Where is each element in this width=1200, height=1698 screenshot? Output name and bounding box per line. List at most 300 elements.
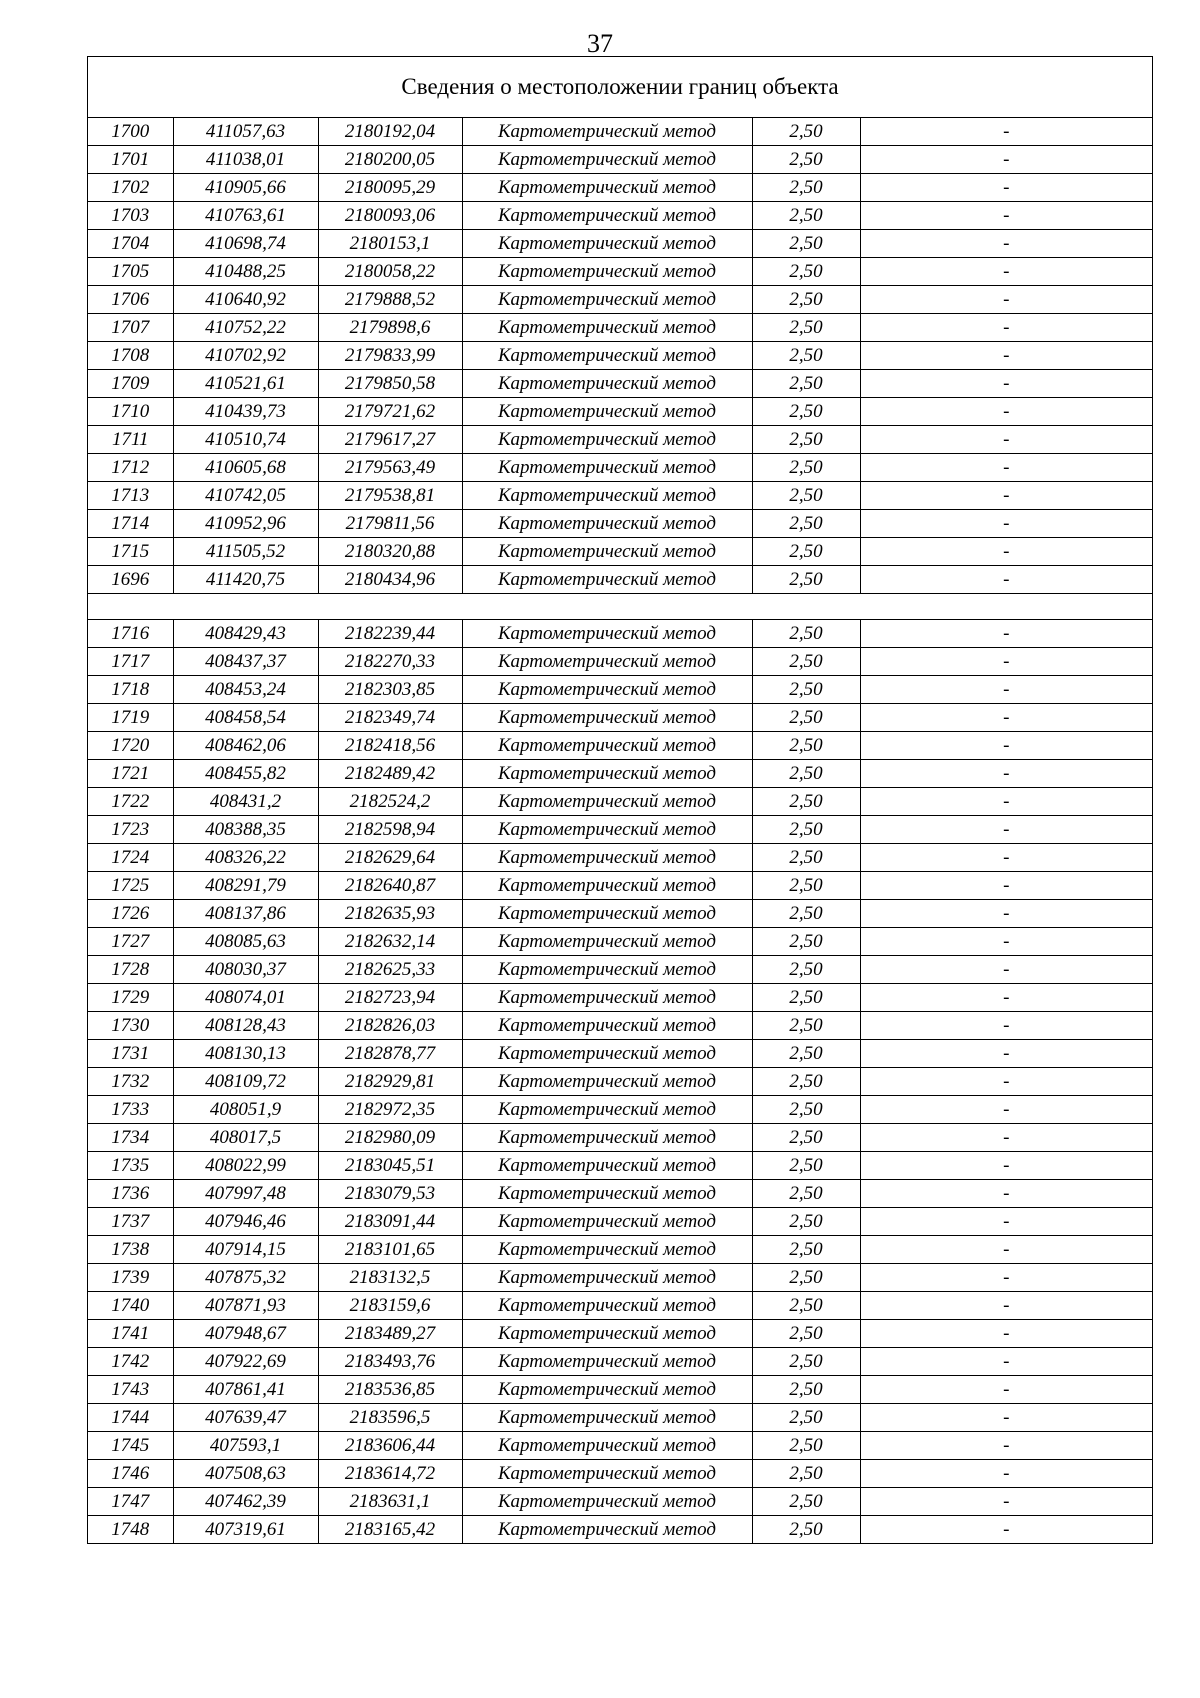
note-cell: - [860, 648, 1152, 676]
separator-cell [88, 594, 1152, 620]
y-coordinate-cell: 2183159,6 [318, 1292, 462, 1320]
coordinates-table-body [88, 118, 1152, 1543]
point-number-cell: 1720 [88, 732, 173, 760]
table-row [88, 1180, 1152, 1208]
point-number-cell: 1696 [88, 566, 173, 594]
table-row [88, 1432, 1152, 1460]
method-cell: Картометрический метод [462, 118, 752, 146]
table-row [88, 704, 1152, 732]
method-cell: Картометрический метод [462, 510, 752, 538]
note-cell: - [860, 760, 1152, 788]
note-cell: - [860, 1460, 1152, 1488]
y-coordinate-cell: 2179833,99 [318, 342, 462, 370]
point-number-cell: 1714 [88, 510, 173, 538]
point-number-cell: 1715 [88, 538, 173, 566]
table-row [88, 1292, 1152, 1320]
y-coordinate-cell: 2182270,33 [318, 648, 462, 676]
method-cell: Картометрический метод [462, 342, 752, 370]
point-number-cell: 1748 [88, 1516, 173, 1544]
table-title: Сведения о местоположении границ объекта [88, 57, 1152, 118]
y-coordinate-cell: 2183165,42 [318, 1516, 462, 1544]
accuracy-cell: 2,50 [752, 566, 860, 594]
point-number-cell: 1744 [88, 1404, 173, 1432]
y-coordinate-cell: 2182629,64 [318, 844, 462, 872]
note-cell: - [860, 1012, 1152, 1040]
section-separator-row [88, 594, 1152, 620]
table-row [88, 1320, 1152, 1348]
method-cell: Картометрический метод [462, 704, 752, 732]
y-coordinate-cell: 2180058,22 [318, 258, 462, 286]
x-coordinate-cell: 407319,61 [173, 1516, 318, 1544]
method-cell: Картометрический метод [462, 1068, 752, 1096]
note-cell: - [860, 1516, 1152, 1544]
point-number-cell: 1730 [88, 1012, 173, 1040]
x-coordinate-cell: 408458,54 [173, 704, 318, 732]
accuracy-cell: 2,50 [752, 788, 860, 816]
point-number-cell: 1725 [88, 872, 173, 900]
y-coordinate-cell: 2182878,77 [318, 1040, 462, 1068]
note-cell: - [860, 482, 1152, 510]
method-cell: Картометрический метод [462, 1180, 752, 1208]
table-row [88, 788, 1152, 816]
table-row [88, 1068, 1152, 1096]
page-number: 37 [587, 29, 613, 58]
note-cell: - [860, 620, 1152, 648]
x-coordinate-cell: 408137,86 [173, 900, 318, 928]
x-coordinate-cell: 407508,63 [173, 1460, 318, 1488]
x-coordinate-cell: 408291,79 [173, 872, 318, 900]
note-cell: - [860, 1292, 1152, 1320]
point-number-cell: 1723 [88, 816, 173, 844]
table-row [88, 566, 1152, 594]
note-cell: - [860, 566, 1152, 594]
note-cell: - [860, 202, 1152, 230]
method-cell: Картометрический метод [462, 1236, 752, 1264]
point-number-cell: 1738 [88, 1236, 173, 1264]
x-coordinate-cell: 410702,92 [173, 342, 318, 370]
accuracy-cell: 2,50 [752, 1180, 860, 1208]
y-coordinate-cell: 2183101,65 [318, 1236, 462, 1264]
x-coordinate-cell: 410752,22 [173, 314, 318, 342]
note-cell: - [860, 844, 1152, 872]
method-cell: Картометрический метод [462, 482, 752, 510]
x-coordinate-cell: 408462,06 [173, 732, 318, 760]
accuracy-cell: 2,50 [752, 426, 860, 454]
accuracy-cell: 2,50 [752, 704, 860, 732]
point-number-cell: 1739 [88, 1264, 173, 1292]
x-coordinate-cell: 410698,74 [173, 230, 318, 258]
table-row [88, 1404, 1152, 1432]
method-cell: Картометрический метод [462, 202, 752, 230]
method-cell: Картометрический метод [462, 258, 752, 286]
table-row [88, 1516, 1152, 1544]
accuracy-cell: 2,50 [752, 676, 860, 704]
x-coordinate-cell: 408326,22 [173, 844, 318, 872]
y-coordinate-cell: 2180192,04 [318, 118, 462, 146]
method-cell: Картометрический метод [462, 788, 752, 816]
y-coordinate-cell: 2180200,05 [318, 146, 462, 174]
y-coordinate-cell: 2183079,53 [318, 1180, 462, 1208]
accuracy-cell: 2,50 [752, 1376, 860, 1404]
method-cell: Картометрический метод [462, 956, 752, 984]
x-coordinate-cell: 408128,43 [173, 1012, 318, 1040]
note-cell: - [860, 1124, 1152, 1152]
y-coordinate-cell: 2182349,74 [318, 704, 462, 732]
y-coordinate-cell: 2179898,6 [318, 314, 462, 342]
method-cell: Картометрический метод [462, 398, 752, 426]
table-row [88, 1264, 1152, 1292]
accuracy-cell: 2,50 [752, 872, 860, 900]
point-number-cell: 1746 [88, 1460, 173, 1488]
table-row [88, 956, 1152, 984]
x-coordinate-cell: 411505,52 [173, 538, 318, 566]
y-coordinate-cell: 2180434,96 [318, 566, 462, 594]
y-coordinate-cell: 2182929,81 [318, 1068, 462, 1096]
x-coordinate-cell: 407922,69 [173, 1348, 318, 1376]
point-number-cell: 1722 [88, 788, 173, 816]
method-cell: Картометрический метод [462, 1404, 752, 1432]
x-coordinate-cell: 408431,2 [173, 788, 318, 816]
note-cell: - [860, 1040, 1152, 1068]
x-coordinate-cell: 408388,35 [173, 816, 318, 844]
table-row [88, 844, 1152, 872]
accuracy-cell: 2,50 [752, 816, 860, 844]
accuracy-cell: 2,50 [752, 510, 860, 538]
method-cell: Картометрический метод [462, 1012, 752, 1040]
x-coordinate-cell: 410640,92 [173, 286, 318, 314]
table-row [88, 872, 1152, 900]
note-cell: - [860, 1236, 1152, 1264]
x-coordinate-cell: 407639,47 [173, 1404, 318, 1432]
method-cell: Картометрический метод [462, 1460, 752, 1488]
note-cell: - [860, 342, 1152, 370]
accuracy-cell: 2,50 [752, 1096, 860, 1124]
note-cell: - [860, 900, 1152, 928]
table-row [88, 286, 1152, 314]
note-cell: - [860, 454, 1152, 482]
table-row [88, 1040, 1152, 1068]
table-row [88, 1124, 1152, 1152]
x-coordinate-cell: 407871,93 [173, 1292, 318, 1320]
accuracy-cell: 2,50 [752, 760, 860, 788]
x-coordinate-cell: 408109,72 [173, 1068, 318, 1096]
point-number-cell: 1701 [88, 146, 173, 174]
method-cell: Картометрический метод [462, 872, 752, 900]
note-cell: - [860, 1348, 1152, 1376]
x-coordinate-cell: 407861,41 [173, 1376, 318, 1404]
method-cell: Картометрический метод [462, 1320, 752, 1348]
point-number-cell: 1734 [88, 1124, 173, 1152]
accuracy-cell: 2,50 [752, 1488, 860, 1516]
method-cell: Картометрический метод [462, 1516, 752, 1544]
coordinates-table [88, 118, 1152, 1543]
method-cell: Картометрический метод [462, 648, 752, 676]
method-cell: Картометрический метод [462, 676, 752, 704]
point-number-cell: 1736 [88, 1180, 173, 1208]
method-cell: Картометрический метод [462, 230, 752, 258]
point-number-cell: 1709 [88, 370, 173, 398]
accuracy-cell: 2,50 [752, 984, 860, 1012]
y-coordinate-cell: 2182723,94 [318, 984, 462, 1012]
point-number-cell: 1716 [88, 620, 173, 648]
accuracy-cell: 2,50 [752, 146, 860, 174]
x-coordinate-cell: 408453,24 [173, 676, 318, 704]
point-number-cell: 1710 [88, 398, 173, 426]
x-coordinate-cell: 408437,37 [173, 648, 318, 676]
point-number-cell: 1726 [88, 900, 173, 928]
table-row [88, 510, 1152, 538]
y-coordinate-cell: 2183536,85 [318, 1376, 462, 1404]
accuracy-cell: 2,50 [752, 1152, 860, 1180]
method-cell: Картометрический метод [462, 1488, 752, 1516]
accuracy-cell: 2,50 [752, 342, 860, 370]
boundary-coordinates-sheet [87, 56, 1153, 1544]
accuracy-cell: 2,50 [752, 1348, 860, 1376]
x-coordinate-cell: 410605,68 [173, 454, 318, 482]
table-row [88, 314, 1152, 342]
note-cell: - [860, 956, 1152, 984]
accuracy-cell: 2,50 [752, 1012, 860, 1040]
x-coordinate-cell: 407997,48 [173, 1180, 318, 1208]
note-cell: - [860, 1404, 1152, 1432]
accuracy-cell: 2,50 [752, 620, 860, 648]
x-coordinate-cell: 410439,73 [173, 398, 318, 426]
point-number-cell: 1700 [88, 118, 173, 146]
accuracy-cell: 2,50 [752, 538, 860, 566]
y-coordinate-cell: 2182640,87 [318, 872, 462, 900]
table-row [88, 342, 1152, 370]
accuracy-cell: 2,50 [752, 482, 860, 510]
note-cell: - [860, 426, 1152, 454]
accuracy-cell: 2,50 [752, 1124, 860, 1152]
y-coordinate-cell: 2180320,88 [318, 538, 462, 566]
method-cell: Картометрический метод [462, 620, 752, 648]
y-coordinate-cell: 2180095,29 [318, 174, 462, 202]
note-cell: - [860, 676, 1152, 704]
x-coordinate-cell: 407946,46 [173, 1208, 318, 1236]
method-cell: Картометрический метод [462, 426, 752, 454]
note-cell: - [860, 732, 1152, 760]
table-row [88, 1348, 1152, 1376]
accuracy-cell: 2,50 [752, 174, 860, 202]
point-number-cell: 1728 [88, 956, 173, 984]
note-cell: - [860, 872, 1152, 900]
x-coordinate-cell: 410510,74 [173, 426, 318, 454]
note-cell: - [860, 174, 1152, 202]
note-cell: - [860, 1376, 1152, 1404]
accuracy-cell: 2,50 [752, 1040, 860, 1068]
table-row [88, 202, 1152, 230]
table-row [88, 230, 1152, 258]
point-number-cell: 1703 [88, 202, 173, 230]
method-cell: Картометрический метод [462, 314, 752, 342]
x-coordinate-cell: 410742,05 [173, 482, 318, 510]
note-cell: - [860, 146, 1152, 174]
accuracy-cell: 2,50 [752, 202, 860, 230]
y-coordinate-cell: 2182826,03 [318, 1012, 462, 1040]
y-coordinate-cell: 2183091,44 [318, 1208, 462, 1236]
accuracy-cell: 2,50 [752, 398, 860, 426]
point-number-cell: 1731 [88, 1040, 173, 1068]
accuracy-cell: 2,50 [752, 648, 860, 676]
accuracy-cell: 2,50 [752, 1236, 860, 1264]
method-cell: Картометрический метод [462, 1432, 752, 1460]
table-row [88, 928, 1152, 956]
method-cell: Картометрический метод [462, 732, 752, 760]
method-cell: Картометрический метод [462, 146, 752, 174]
point-number-cell: 1706 [88, 286, 173, 314]
note-cell: - [860, 1432, 1152, 1460]
y-coordinate-cell: 2179850,58 [318, 370, 462, 398]
accuracy-cell: 2,50 [752, 370, 860, 398]
table-row [88, 1096, 1152, 1124]
y-coordinate-cell: 2183493,76 [318, 1348, 462, 1376]
y-coordinate-cell: 2182625,33 [318, 956, 462, 984]
method-cell: Картометрический метод [462, 928, 752, 956]
point-number-cell: 1743 [88, 1376, 173, 1404]
note-cell: - [860, 704, 1152, 732]
y-coordinate-cell: 2183489,27 [318, 1320, 462, 1348]
table-row [88, 816, 1152, 844]
table-row [88, 258, 1152, 286]
accuracy-cell: 2,50 [752, 118, 860, 146]
y-coordinate-cell: 2180153,1 [318, 230, 462, 258]
note-cell: - [860, 928, 1152, 956]
accuracy-cell: 2,50 [752, 1460, 860, 1488]
y-coordinate-cell: 2182972,35 [318, 1096, 462, 1124]
accuracy-cell: 2,50 [752, 844, 860, 872]
point-number-cell: 1737 [88, 1208, 173, 1236]
accuracy-cell: 2,50 [752, 1320, 860, 1348]
table-row [88, 426, 1152, 454]
y-coordinate-cell: 2183045,51 [318, 1152, 462, 1180]
table-row [88, 146, 1152, 174]
point-number-cell: 1705 [88, 258, 173, 286]
note-cell: - [860, 398, 1152, 426]
y-coordinate-cell: 2182489,42 [318, 760, 462, 788]
method-cell: Картометрический метод [462, 1348, 752, 1376]
y-coordinate-cell: 2179563,49 [318, 454, 462, 482]
y-coordinate-cell: 2182303,85 [318, 676, 462, 704]
accuracy-cell: 2,50 [752, 900, 860, 928]
note-cell: - [860, 1180, 1152, 1208]
table-row [88, 454, 1152, 482]
y-coordinate-cell: 2182632,14 [318, 928, 462, 956]
table-row [88, 174, 1152, 202]
note-cell: - [860, 118, 1152, 146]
point-number-cell: 1719 [88, 704, 173, 732]
note-cell: - [860, 788, 1152, 816]
table-row [88, 1236, 1152, 1264]
point-number-cell: 1733 [88, 1096, 173, 1124]
x-coordinate-cell: 411057,63 [173, 118, 318, 146]
note-cell: - [860, 816, 1152, 844]
note-cell: - [860, 538, 1152, 566]
point-number-cell: 1704 [88, 230, 173, 258]
table-row [88, 1460, 1152, 1488]
point-number-cell: 1745 [88, 1432, 173, 1460]
accuracy-cell: 2,50 [752, 732, 860, 760]
x-coordinate-cell: 408051,9 [173, 1096, 318, 1124]
y-coordinate-cell: 2183596,5 [318, 1404, 462, 1432]
x-coordinate-cell: 408074,01 [173, 984, 318, 1012]
y-coordinate-cell: 2182524,2 [318, 788, 462, 816]
note-cell: - [860, 510, 1152, 538]
note-cell: - [860, 1488, 1152, 1516]
table-row [88, 900, 1152, 928]
y-coordinate-cell: 2182980,09 [318, 1124, 462, 1152]
point-number-cell: 1712 [88, 454, 173, 482]
note-cell: - [860, 258, 1152, 286]
point-number-cell: 1713 [88, 482, 173, 510]
x-coordinate-cell: 407914,15 [173, 1236, 318, 1264]
table-row [88, 1488, 1152, 1516]
table-row [88, 1012, 1152, 1040]
y-coordinate-cell: 2183614,72 [318, 1460, 462, 1488]
x-coordinate-cell: 410952,96 [173, 510, 318, 538]
method-cell: Картометрический метод [462, 1124, 752, 1152]
method-cell: Картометрический метод [462, 538, 752, 566]
y-coordinate-cell: 2183606,44 [318, 1432, 462, 1460]
accuracy-cell: 2,50 [752, 230, 860, 258]
y-coordinate-cell: 2183631,1 [318, 1488, 462, 1516]
point-number-cell: 1707 [88, 314, 173, 342]
table-row [88, 538, 1152, 566]
method-cell: Картометрический метод [462, 1264, 752, 1292]
method-cell: Картометрический метод [462, 816, 752, 844]
method-cell: Картометрический метод [462, 1040, 752, 1068]
y-coordinate-cell: 2182635,93 [318, 900, 462, 928]
point-number-cell: 1711 [88, 426, 173, 454]
table-row [88, 620, 1152, 648]
note-cell: - [860, 1068, 1152, 1096]
y-coordinate-cell: 2182598,94 [318, 816, 462, 844]
table-row [88, 984, 1152, 1012]
point-number-cell: 1735 [88, 1152, 173, 1180]
method-cell: Картометрический метод [462, 566, 752, 594]
table-row [88, 676, 1152, 704]
accuracy-cell: 2,50 [752, 1404, 860, 1432]
point-number-cell: 1727 [88, 928, 173, 956]
x-coordinate-cell: 408017,5 [173, 1124, 318, 1152]
table-row [88, 1376, 1152, 1404]
x-coordinate-cell: 407462,39 [173, 1488, 318, 1516]
table-row [88, 648, 1152, 676]
y-coordinate-cell: 2179538,81 [318, 482, 462, 510]
method-cell: Картометрический метод [462, 1292, 752, 1320]
y-coordinate-cell: 2179617,27 [318, 426, 462, 454]
table-row [88, 118, 1152, 146]
table-row [88, 732, 1152, 760]
point-number-cell: 1747 [88, 1488, 173, 1516]
point-number-cell: 1724 [88, 844, 173, 872]
y-coordinate-cell: 2180093,06 [318, 202, 462, 230]
accuracy-cell: 2,50 [752, 1068, 860, 1096]
note-cell: - [860, 984, 1152, 1012]
method-cell: Картометрический метод [462, 286, 752, 314]
note-cell: - [860, 1264, 1152, 1292]
table-row [88, 482, 1152, 510]
method-cell: Картометрический метод [462, 900, 752, 928]
accuracy-cell: 2,50 [752, 1516, 860, 1544]
method-cell: Картометрический метод [462, 1376, 752, 1404]
x-coordinate-cell: 410905,66 [173, 174, 318, 202]
accuracy-cell: 2,50 [752, 454, 860, 482]
accuracy-cell: 2,50 [752, 1208, 860, 1236]
accuracy-cell: 2,50 [752, 1432, 860, 1460]
note-cell: - [860, 314, 1152, 342]
point-number-cell: 1732 [88, 1068, 173, 1096]
